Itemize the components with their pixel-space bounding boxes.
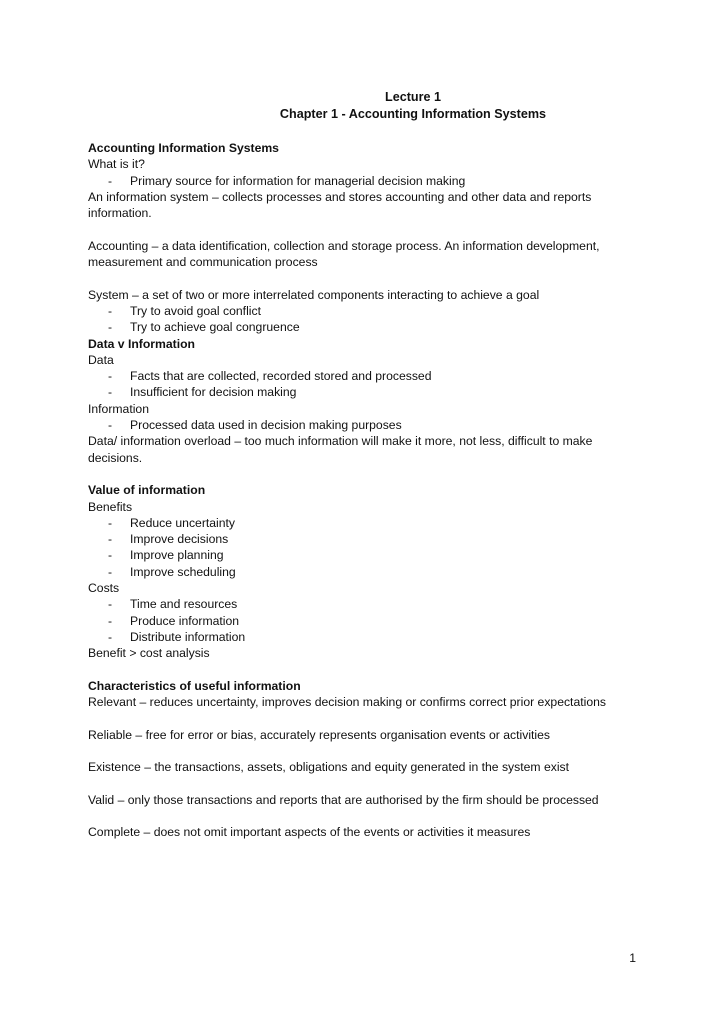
list-item: - Improve decisions [88,531,648,547]
valid-paragraph: Valid – only those transactions and reports that are authorised by the firm should be processed [88,792,599,807]
list-item: - Reduce uncertainty [88,515,648,531]
reliable-paragraph: Reliable – free for error or bias, accurately represents organisation events or activities [88,727,550,742]
page-number: 1 [629,951,636,965]
benefits-label: Benefits [88,499,133,514]
list-item: - Processed data used in decision making purposes [88,417,648,433]
costs-label: Costs [88,581,120,596]
accounting-paragraph: Accounting – a data identification, collection and storage process. An information development, measurement and communication process [88,238,600,270]
list-item: - Time and resources [88,596,648,612]
relevant-paragraph: Relevant – reduces uncertainty, improves decision making or confirms correct prior expectations [88,695,606,710]
section-heading-value: Value of information [88,483,206,498]
cost-analysis-line: Benefit > cost analysis [88,646,210,661]
list-item: - Primary source for information for managerial decision making [88,173,648,189]
chapter-title: Chapter 1 - Accounting Information Systems [279,107,547,121]
information-label: Information [88,401,149,416]
list-item: - Improve scheduling [88,564,648,580]
ais-question: What is it? [88,157,145,172]
list-item: - Insufficient for decision making [88,384,648,400]
list-item: - Produce information [88,613,648,629]
section-heading-data-info: Data v Information [88,336,195,351]
complete-paragraph: Complete – does not omit important aspects of the events or activities it measures [88,825,531,840]
list-item: - Try to avoid goal conflict [88,303,648,319]
existence-paragraph: Existence – the transactions, assets, obligations and equity generated in the system exist [88,760,570,775]
data-bullet-list [88,368,648,401]
overload-paragraph: Data/ information overload – too much information will make it more, not less, difficult to make decisions. [88,434,593,465]
list-item: - Facts that are collected, recorded stored and processed [88,368,648,384]
list-item: - Improve planning [88,547,648,563]
system-paragraph: System – a set of two or more interrelated components interacting to achieve a goal [88,287,540,302]
section-heading-characteristics: Characteristics of useful information [88,678,301,693]
list-item: - Distribute information [88,629,648,645]
ais-bullet-list [88,173,648,189]
list-item: - Try to achieve goal congruence [88,319,648,335]
information-bullet-list [88,417,648,433]
lecture-title: Lecture 1 [385,90,441,104]
system-bullet-list [88,303,648,336]
section-heading-ais: Accounting Information Systems [88,141,279,155]
page-content [88,89,648,841]
title-block [88,89,648,123]
info-system-paragraph: An information system – collects processes and stores accounting and other data and reports information. [88,189,592,221]
benefits-list [88,515,648,580]
data-label: Data [88,352,114,367]
costs-list [88,596,648,645]
